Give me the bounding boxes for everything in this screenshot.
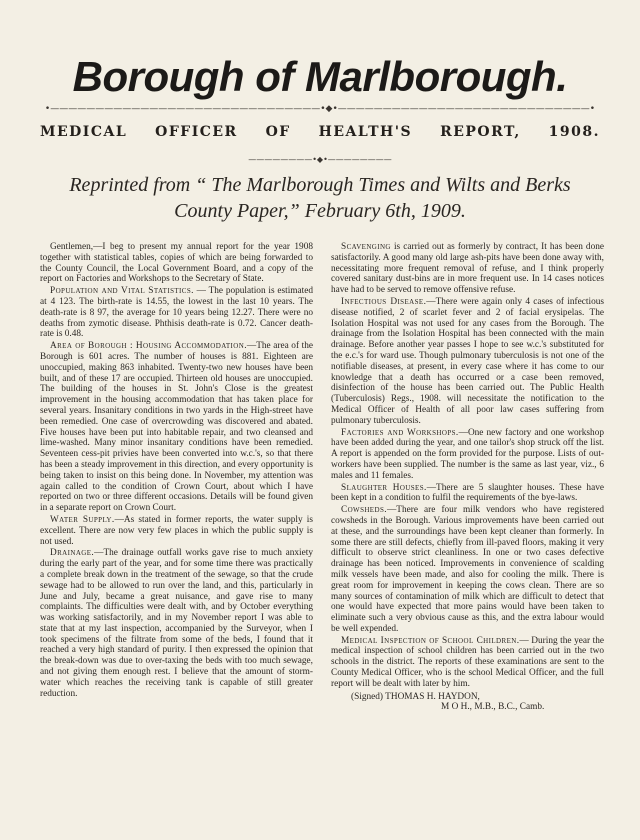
reprint-line-2: County Paper,” February 6th, 1909. [174, 200, 466, 222]
signature-name: (Signed) THOMAS H. HAYDON, [351, 691, 480, 702]
paragraph-scavenging [331, 242, 604, 296]
section-heading: Population and Vital Statistics. [50, 286, 194, 297]
ornamental-rule-top: •——————————————————————————————•◆•————————————————————————————• [44, 104, 596, 114]
section-text: —There are 5 slaughter houses. These have been kept in a condition to fulfil the requirements of the bye-laws. [331, 482, 604, 504]
signature-credentials: M O H., M.B., B.C., Camb. [441, 702, 545, 713]
section-text: is carried out as formerly by contract, It has been done satisfactorily. A good many old large ash-pits have been done away with, necessitating more frequent removal of refuse, and I think properly covered sanitary dust-bins are in more frequent use. In 14 cases notices have had to be served to remove offensive refuse. [331, 242, 604, 296]
section-text: — The population is estimated at 4 123. The birth-rate is 14.55, the lowest in the last 10 years. The death-rate is 8 97, the average for 10 years being 12.27. There were no deaths from zymotic disease. Phthisis death-rate is 0.72. Cancer death-rate is 0.48. [40, 286, 314, 340]
paragraph-population [40, 286, 313, 340]
paragraph-slaughter [331, 483, 604, 505]
section-heading: Factories and Workshops. [341, 427, 459, 438]
section-text: — During the year the medical inspection of school children has been carried out in the two schools in the district. The reports of these examinations are sent to the County Medical Officer, who is the school Medical Officer, and the full report will be dealt with later by him. [331, 635, 604, 689]
section-heading: Drainage. [50, 548, 95, 559]
section-text: —There are four milk vendors who have registered cowsheds in the Borough. Various improvements have been carried out at these, and the surroundings have been kept cleaner than formerly. In some there are still defects, chiefly from ill-paved floors, making it very difficult to observe strict cleanliness. In one or two cases defective drainage has been noticed. Improvements in convenience of scalding milk vessels have been made, and also for cooling the milk. There is great room for improvement in keeping the cows clean. There are so many sources of contamination of milk which are difficult to detect that one would have expected that more pains would have been taken to eliminate such a very obvious cause as this, and the extra labour would be well expended. [331, 505, 604, 634]
section-heading: Area of Borough : Housing Accommodation. [50, 341, 247, 352]
paragraph-drainage [40, 548, 313, 699]
reprint-notice [40, 172, 600, 224]
section-text: —One new factory and one workshop have been added during the year, and one tailor's shop struck off the list. A report is appended on the form provided for the purpose. Lists of out-workers have been supplied. The number is the same as last year, viz., 6 males and 11 females. [331, 427, 604, 481]
section-heading: Slaughter Houses. [341, 482, 427, 493]
paragraph-water [40, 515, 313, 547]
paragraph-factories [331, 428, 604, 482]
reprint-line-1: Reprinted from “ The Marlborough Times and Wilts and Berks [69, 174, 571, 196]
paragraph-greeting: Gentlemen,—I beg to present my annual report for the year 1908 together with statistical tables, copies of which are being forwarded to the County Council, the Local Government Board, and a copy of the report on Factories and Workshops to the Secretary of State. [40, 242, 313, 285]
report-subtitle [40, 124, 600, 140]
section-heading: Scavenging [341, 242, 391, 252]
section-heading: Cowsheds. [341, 505, 387, 516]
paragraph-housing [40, 341, 313, 514]
section-heading: Medical Inspection of School Children. [341, 635, 520, 646]
left-column [40, 242, 313, 713]
page-title: Borough of Marlborough. [72, 53, 568, 100]
ornamental-rule-mid: ————————•◆•———————— [248, 155, 392, 164]
subtitle-word: OF [265, 124, 291, 140]
subtitle-word: REPORT, [440, 124, 521, 140]
subtitle-year: 1908. [548, 124, 600, 140]
section-text: —As stated in former reports, the water supply is excellent. There are now very few places in which the public supply is not used. [40, 514, 314, 547]
section-text: —There were again only 4 cases of infectious disease notified, 2 of scarlet fever and 2 of facial erysipelas. The Isolation Hospital was not used for any cases from the Borough. The drainage from the Isolation Hospital has been connected with the main drainage. Before another year passes I hope to see w.c.'s substituted for the e.c.'s for ward use. Though pulmonary tuberculosis is not one of the notifiable diseases, at present, in every case where it has come to our knowledge that a death has occurred or a case been removed, disinfection of the house has been carried out. The Public Health (Tuberculosis) Regs., 1908. will necessitate the notification to the Medical Officer of Health of all poor law cases suffering from pulmonary tuberculosis. [331, 296, 604, 426]
paragraph-school [331, 636, 604, 690]
section-text: —The drainage outfall works gave rise to much anxiety during the early part of the year, and for some time there was practically a complete break down in the treatment of the sewage, so that the crude sewage had to be allowed to run over the land, and this, particularly in June and July, became a great nuisance, and gave rise to many complaints. The difficulties were dealt with, and by October everything was working satisfactorily, and in my November report I was able to state that at my last inspection, accompanied by the Surveyor, when I took specimens of the filtrate from some of the beds, I found that it reached a very high standard of purity. I then expressed the opinion that the break-down was due to over-taxing the beds with too much sewage, and not giving them enough rest. I believe that the amount of storm-water which reaches the receiving tank is capable of still greater reduction. [40, 548, 313, 699]
section-text: —The area of the Borough is 601 acres. The number of houses is 881. Eighteen are unoccupied, making 863 inhabited. Twenty-two new houses have been built, and of these 17 are occupied. Thirteen old houses are unoccupied. The building of the houses in St. John's Close is the greatest improvement in the housing accommodation that has taken place for several years. Insanitary conditions in two yards in the High-street have been remedied. One case of overcrowding was discovered and abated. Five houses have been put into habitable repair, and two cleansed and lime-washed. Many minor insanitary conditions have been remedied. Seventeen cess-pit privies have been converted into w.c.'s, so that there has been a steady improvement in this direction, and every opportunity is being taken to insist on this being done. In November, my attention was again called to the condition of Crown Court, about which I have reported on two or three different occasions. Details will be found given in a separate report on Crown Court. [40, 341, 313, 514]
subtitle-word: HEALTH'S [318, 124, 413, 140]
report-body [40, 242, 604, 713]
right-column [331, 242, 604, 713]
section-heading: Infectious Disease. [341, 296, 427, 307]
section-heading: Water Supply. [50, 514, 115, 525]
subtitle-word: OFFICER [155, 124, 238, 140]
paragraph-cowsheds [331, 505, 604, 635]
paragraph-infectious [331, 297, 604, 427]
signature-block [331, 692, 604, 714]
subtitle-word: MEDICAL [40, 124, 128, 140]
